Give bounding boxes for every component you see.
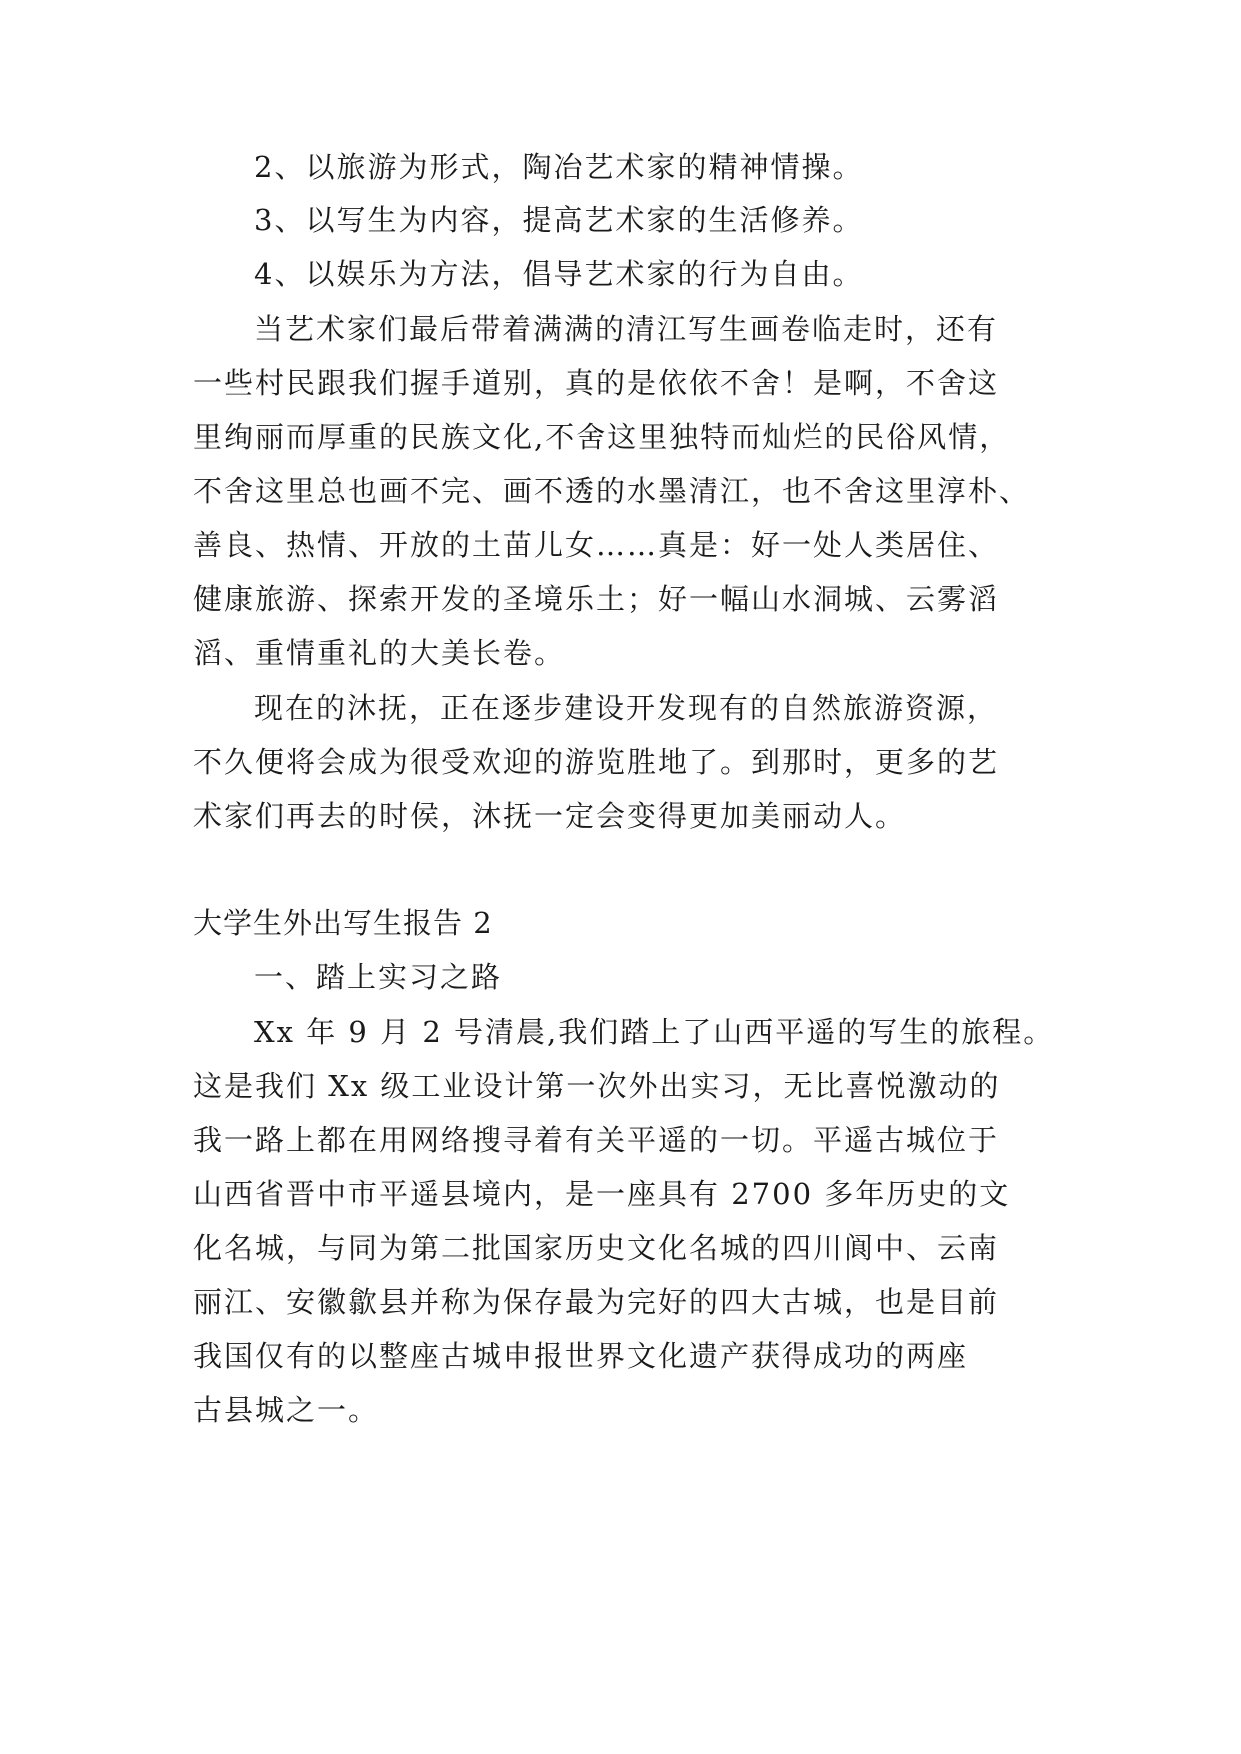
subsection-title: 一、踏上实习之路	[254, 960, 503, 994]
paragraph-line: 不舍这里总也画不完、画不透的水墨清江，也不舍这里淳朴、	[193, 474, 1031, 508]
paragraph-line: 健康旅游、探索开发的圣境乐土；好一幅山水洞城、云雾滔	[193, 582, 1000, 616]
section-title: 大学生外出写生报告 2	[193, 906, 493, 940]
paragraph-line: 善良、热情、开放的土苗儿女……真是：好一处人类居住、	[193, 528, 1000, 562]
paragraph-line: 古县城之一。	[193, 1393, 380, 1427]
paragraph-line: 化名城，与同为第二批国家历史文化名城的四川阆中、云南	[193, 1231, 1000, 1265]
list-item: 4、以娱乐为方法，倡导艺术家的行为自由。	[254, 257, 864, 291]
paragraph-line: Xx 年 9 月 2 号清晨,我们踏上了山西平遥的写生的旅程。	[254, 1015, 1055, 1049]
paragraph-line: 丽江、安徽歙县并称为保存最为完好的四大古城，也是目前	[193, 1285, 1000, 1319]
list-item: 2、以旅游为形式，陶冶艺术家的精神情操。	[254, 150, 864, 184]
paragraph-line: 山西省晋中市平遥县境内，是一座具有 2700 多年历史的文	[193, 1177, 1011, 1211]
paragraph-line: 我国仅有的以整座古城申报世界文化遗产获得成功的两座	[193, 1339, 969, 1373]
paragraph-line: 现在的沐抚，正在逐步建设开发现有的自然旅游资源，	[254, 691, 999, 725]
paragraph-line: 当艺术家们最后带着满满的清江写生画卷临走时，还有	[254, 312, 999, 346]
paragraph-line: 这是我们 Xx 级工业设计第一次外出实习，无比喜悦激动的	[193, 1069, 1001, 1103]
paragraph-line: 滔、重情重礼的大美长卷。	[193, 636, 566, 670]
paragraph-line: 里绚丽而厚重的民族文化,不舍这里独特而灿烂的民俗风情，	[193, 420, 1011, 454]
paragraph-line: 一些村民跟我们握手道别，真的是依依不舍！是啊，不舍这	[193, 366, 1000, 400]
paragraph-line: 不久便将会成为很受欢迎的游览胜地了。到那时，更多的艺	[193, 745, 1000, 779]
list-item: 3、以写生为内容，提高艺术家的生活修养。	[254, 203, 864, 237]
paragraph-line: 我一路上都在用网络搜寻着有关平遥的一切。平遥古城位于	[193, 1123, 1000, 1157]
paragraph-line: 术家们再去的时侯，沐抚一定会变得更加美丽动人。	[193, 799, 907, 833]
